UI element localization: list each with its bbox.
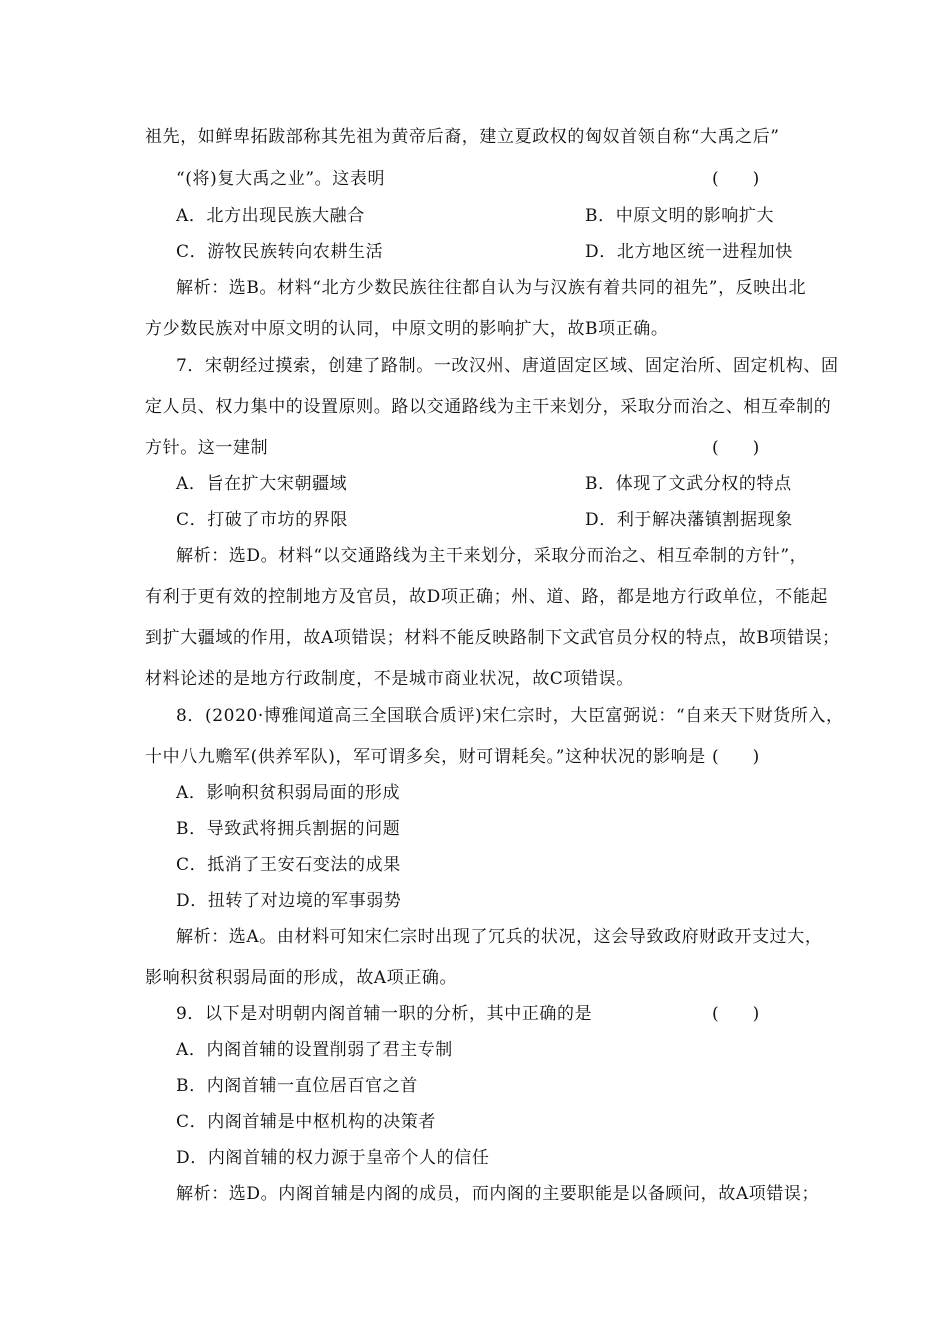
option-a: A．影响积贫积弱局面的形成 [176,783,401,803]
option-b: B．导致武将拥兵割据的问题 [176,819,401,839]
option-d: D．扭转了对边境的军事弱势 [176,891,402,911]
option-a: A．内阁首辅的设置削弱了君主专制 [176,1040,453,1060]
option-a: A．北方出现民族大融合 [176,206,365,226]
question-7-stem-line: 定人员、权力集中的设置原则。路以交通路线为主干来划分，采取分而治之、相互牵制的 [145,397,832,417]
option-c: C．游牧民族转向农耕生活 [176,242,384,262]
question-8-stem-line: 8．(2020·博雅闻道高三全国联合质评)宋仁宗时，大臣富弼说：“自来天下财货所入， [176,706,844,726]
answer-blank: ( ) [712,169,760,189]
analysis-line: 影响积贫积弱局面的形成，故A项正确。 [145,968,458,988]
question-8-stem-line: 十中八九赡军(供养军队)，军可谓多矣，财可谓耗矣。”这种状况的影响是 [145,747,706,767]
answer-blank: ( ) [712,1004,760,1024]
question-6-stem-line: “(将)复大禹之业”。这表明 [176,169,386,189]
option-c: C．打破了市坊的界限 [176,510,349,530]
analysis-line: 解析：选D。内阁首辅是内阁的成员，而内阁的主要职能是以备顾问，故A项错误； [176,1184,820,1204]
analysis-line: 材料论述的是地方行政制度，不是城市商业状况，故C项错误。 [145,669,634,689]
option-b: B．体现了文武分权的特点 [585,474,792,494]
answer-blank: ( ) [712,438,760,458]
option-c: C．抵消了王安石变法的成果 [176,855,401,875]
question-7-stem-line: 7．宋朝经过摸索，创建了路制。一改汉州、唐道固定区域、固定治所、固定机构、固 [176,356,839,376]
option-a: A．旨在扩大宋朝疆域 [176,474,348,494]
answer-blank: ( ) [712,747,760,767]
option-c: C．内阁首辅是中枢机构的决策者 [176,1112,437,1132]
analysis-line: 解析：选D。材料“以交通路线为主干来划分，采取分而治之、相互牵制的方针”， [176,546,808,566]
option-d: D．利于解决藩镇割据现象 [585,510,793,530]
analysis-line: 解析：选A。由材料可知宋仁宗时出现了冗兵的状况，这会导致政府财政开支过大， [176,927,823,947]
option-b: B．中原文明的影响扩大 [585,206,775,226]
question-6-stem-line: 祖先，如鲜卑拓跋部称其先祖为黄帝后裔，建立夏政权的匈奴首领自称“大禹之后” [145,127,780,147]
question-7-stem-line: 方针。这一建制 [145,438,269,458]
option-b: B．内阁首辅一直位居百官之首 [176,1076,418,1096]
analysis-line: 有利于更有效的控制地方及官员，故D项正确；州、道、路，都是地方行政单位，不能起 [145,587,829,607]
option-d: D．内阁首辅的权力源于皇帝个人的信任 [176,1148,490,1168]
question-9-stem: 9．以下是对明朝内阁首辅一职的分析，其中正确的是 [176,1004,593,1024]
option-d: D．北方地区统一进程加快 [585,242,793,262]
analysis-line: 方少数民族对中原文明的认同，中原文明的影响扩大，故B项正确。 [145,319,669,339]
analysis-line: 到扩大疆域的作用，故A项错误；材料不能反映路制下文武官员分权的特点，故B项错误； [145,628,840,648]
analysis-line: 解析：选B。材料“北方少数民族往往都自认为与汉族有着共同的祖先”，反映出北 [176,278,807,298]
